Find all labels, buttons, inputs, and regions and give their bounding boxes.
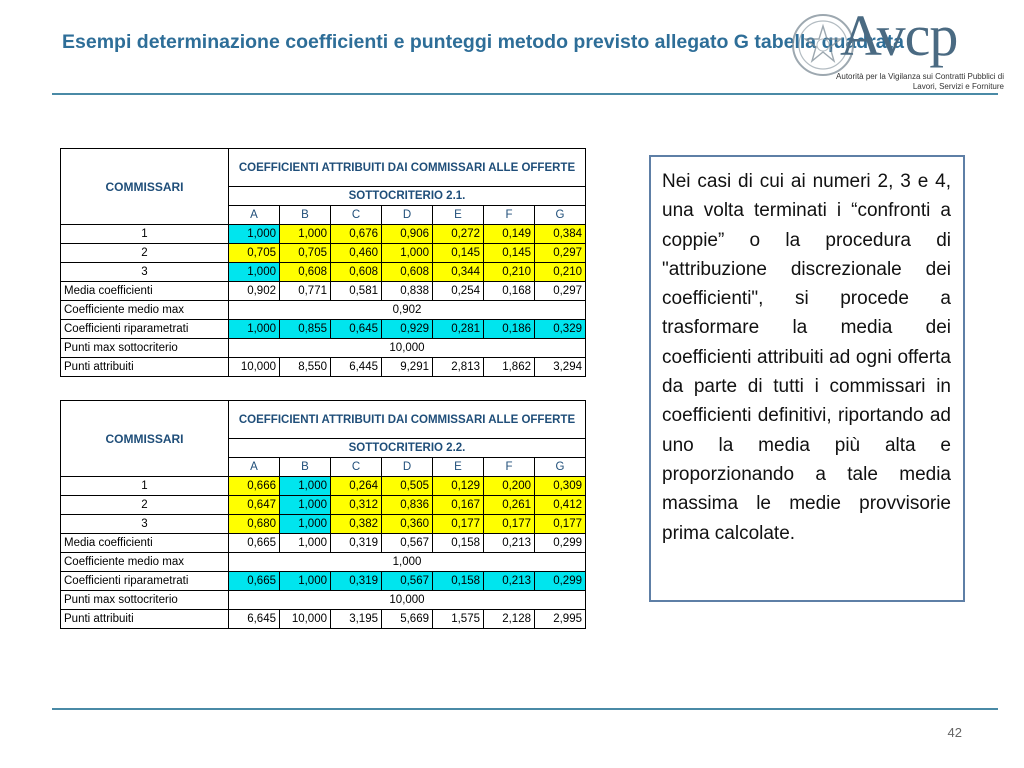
header-divider bbox=[52, 93, 998, 95]
value-cell: 0,567 bbox=[382, 572, 433, 591]
row-label: Punti max sottocriterio bbox=[61, 339, 229, 358]
coefficient-cell: 1,000 bbox=[280, 496, 331, 515]
value-cell: 1,000 bbox=[280, 572, 331, 591]
coefficient-cell: 0,177 bbox=[535, 515, 586, 534]
offer-header: B bbox=[280, 458, 331, 477]
table-row bbox=[61, 610, 586, 629]
coefficient-cell: 0,177 bbox=[433, 515, 484, 534]
offer-header: G bbox=[535, 458, 586, 477]
table-row bbox=[61, 477, 586, 496]
coefficient-cell: 0,210 bbox=[535, 263, 586, 282]
page-number: 42 bbox=[947, 725, 962, 740]
offer-header: C bbox=[331, 206, 382, 225]
value-cell: 0,329 bbox=[535, 320, 586, 339]
commissari-header: COMMISSARI bbox=[61, 149, 229, 225]
table-row bbox=[61, 553, 586, 572]
explanation-note: Nei casi di cui ai numeri 2, 3 e 4, una volta terminati i “confronti a coppie” o la procedura di "attribuzione discrezionale dei coefficienti", si procede a trasformare la media dei coefficienti attribuiti ad ogni offerta da parte di tutti i commissari in coefficienti definitivi, riportando ad uno la media più alta e proporzionando a tale media massima le medie provvisorie prima calcolate. bbox=[649, 155, 965, 602]
offer-header: E bbox=[433, 458, 484, 477]
table-row bbox=[61, 244, 586, 263]
value-cell: 0,299 bbox=[535, 572, 586, 591]
value-cell: 0,281 bbox=[433, 320, 484, 339]
logo-subtitle: Autorità per la Vigilanza sui Contratti Pubblici di Lavori, Servizi e Forniture bbox=[836, 72, 1004, 91]
row-label: Coefficienti riparametrati bbox=[61, 572, 229, 591]
coefficients-table-2-2 bbox=[60, 400, 586, 629]
value-cell: 1,000 bbox=[280, 534, 331, 553]
table-row bbox=[61, 515, 586, 534]
row-label: Punti max sottocriterio bbox=[61, 591, 229, 610]
coefficient-cell: 0,309 bbox=[535, 477, 586, 496]
coefficient-cell: 1,000 bbox=[229, 263, 280, 282]
coefficient-cell: 0,261 bbox=[484, 496, 535, 515]
coefficients-table-2-1 bbox=[60, 148, 586, 377]
value-cell: 0,254 bbox=[433, 282, 484, 301]
offer-header: A bbox=[229, 206, 280, 225]
coefficient-cell: 0,210 bbox=[484, 263, 535, 282]
header-row bbox=[61, 149, 586, 187]
row-label: Media coefficienti bbox=[61, 534, 229, 553]
offer-header: B bbox=[280, 206, 331, 225]
offer-header: F bbox=[484, 458, 535, 477]
value-cell: 6,645 bbox=[229, 610, 280, 629]
coefficient-cell: 0,676 bbox=[331, 225, 382, 244]
subcriterion-header: SOTTOCRITERIO 2.2. bbox=[229, 439, 586, 458]
footer-divider bbox=[52, 708, 998, 710]
table-row bbox=[61, 263, 586, 282]
value-cell: 0,297 bbox=[535, 282, 586, 301]
value-cell: 0,319 bbox=[331, 534, 382, 553]
value-cell: 0,665 bbox=[229, 534, 280, 553]
commissari-header: COMMISSARI bbox=[61, 401, 229, 477]
coefficient-cell: 0,906 bbox=[382, 225, 433, 244]
value-cell: 0,855 bbox=[280, 320, 331, 339]
value-cell: 0,213 bbox=[484, 534, 535, 553]
coefficient-cell: 0,312 bbox=[331, 496, 382, 515]
value-cell: 0,929 bbox=[382, 320, 433, 339]
value-cell: 9,291 bbox=[382, 358, 433, 377]
value-cell: 0,168 bbox=[484, 282, 535, 301]
value-cell: 0,299 bbox=[535, 534, 586, 553]
table-row bbox=[61, 339, 586, 358]
value-cell: 5,669 bbox=[382, 610, 433, 629]
coefficient-cell: 0,505 bbox=[382, 477, 433, 496]
table-row bbox=[61, 534, 586, 553]
row-label: Coefficienti riparametrati bbox=[61, 320, 229, 339]
coefficient-cell: 0,836 bbox=[382, 496, 433, 515]
coefficient-cell: 1,000 bbox=[280, 225, 331, 244]
group-header: COEFFICIENTI ATTRIBUITI DAI COMMISSARI ALLE OFFERTE bbox=[229, 149, 586, 187]
commissioner-id: 2 bbox=[61, 496, 229, 515]
coefficient-cell: 0,177 bbox=[484, 515, 535, 534]
value-cell: 2,995 bbox=[535, 610, 586, 629]
offer-header: D bbox=[382, 458, 433, 477]
coefficient-cell: 0,608 bbox=[382, 263, 433, 282]
value-cell: 3,195 bbox=[331, 610, 382, 629]
value-cell: 0,158 bbox=[433, 572, 484, 591]
row-label: Punti attribuiti bbox=[61, 610, 229, 629]
coefficient-cell: 0,145 bbox=[433, 244, 484, 263]
value-cell: 10,000 bbox=[280, 610, 331, 629]
merged-value-cell: 10,000 bbox=[229, 591, 586, 610]
row-label: Coefficiente medio max bbox=[61, 301, 229, 320]
coefficient-cell: 1,000 bbox=[229, 225, 280, 244]
offer-header: E bbox=[433, 206, 484, 225]
table-row bbox=[61, 225, 586, 244]
merged-value-cell: 1,000 bbox=[229, 553, 586, 572]
table-row bbox=[61, 496, 586, 515]
coefficient-cell: 0,129 bbox=[433, 477, 484, 496]
value-cell: 0,186 bbox=[484, 320, 535, 339]
coefficient-cell: 0,360 bbox=[382, 515, 433, 534]
coefficient-cell: 0,149 bbox=[484, 225, 535, 244]
value-cell: 0,838 bbox=[382, 282, 433, 301]
coefficient-cell: 0,680 bbox=[229, 515, 280, 534]
commissioner-id: 1 bbox=[61, 225, 229, 244]
subcriterion-header: SOTTOCRITERIO 2.1. bbox=[229, 187, 586, 206]
value-cell: 3,294 bbox=[535, 358, 586, 377]
table-row bbox=[61, 282, 586, 301]
coefficient-cell: 0,382 bbox=[331, 515, 382, 534]
commissioner-id: 1 bbox=[61, 477, 229, 496]
offer-header: G bbox=[535, 206, 586, 225]
table-row bbox=[61, 320, 586, 339]
table-row bbox=[61, 301, 586, 320]
value-cell: 1,862 bbox=[484, 358, 535, 377]
coefficient-cell: 0,666 bbox=[229, 477, 280, 496]
logo-brand: Avcp bbox=[840, 3, 958, 68]
value-cell: 6,445 bbox=[331, 358, 382, 377]
coefficient-cell: 0,647 bbox=[229, 496, 280, 515]
value-cell: 0,581 bbox=[331, 282, 382, 301]
value-cell: 10,000 bbox=[229, 358, 280, 377]
coefficient-cell: 0,412 bbox=[535, 496, 586, 515]
group-header: COEFFICIENTI ATTRIBUITI DAI COMMISSARI ALLE OFFERTE bbox=[229, 401, 586, 439]
coefficient-cell: 0,344 bbox=[433, 263, 484, 282]
slide-title: Esempi determinazione coefficienti e punteggi metodo previsto allegato G tabella quadrata bbox=[62, 31, 904, 53]
value-cell: 0,158 bbox=[433, 534, 484, 553]
table-row bbox=[61, 358, 586, 377]
value-cell: 0,902 bbox=[229, 282, 280, 301]
coefficient-cell: 0,167 bbox=[433, 496, 484, 515]
table-row bbox=[61, 591, 586, 610]
value-cell: 1,000 bbox=[229, 320, 280, 339]
coefficient-cell: 0,145 bbox=[484, 244, 535, 263]
value-cell: 2,128 bbox=[484, 610, 535, 629]
merged-value-cell: 10,000 bbox=[229, 339, 586, 358]
coefficient-cell: 0,384 bbox=[535, 225, 586, 244]
coefficient-cell: 1,000 bbox=[382, 244, 433, 263]
value-cell: 0,771 bbox=[280, 282, 331, 301]
table-row bbox=[61, 572, 586, 591]
row-label: Punti attribuiti bbox=[61, 358, 229, 377]
merged-value-cell: 0,902 bbox=[229, 301, 586, 320]
coefficient-cell: 0,200 bbox=[484, 477, 535, 496]
offer-header: F bbox=[484, 206, 535, 225]
value-cell: 0,567 bbox=[382, 534, 433, 553]
value-cell: 8,550 bbox=[280, 358, 331, 377]
value-cell: 2,813 bbox=[433, 358, 484, 377]
coefficient-cell: 0,705 bbox=[229, 244, 280, 263]
coefficient-cell: 1,000 bbox=[280, 515, 331, 534]
coefficient-cell: 0,608 bbox=[331, 263, 382, 282]
coefficient-cell: 0,297 bbox=[535, 244, 586, 263]
coefficient-cell: 0,460 bbox=[331, 244, 382, 263]
value-cell: 0,645 bbox=[331, 320, 382, 339]
value-cell: 0,319 bbox=[331, 572, 382, 591]
coefficient-cell: 0,705 bbox=[280, 244, 331, 263]
commissioner-id: 2 bbox=[61, 244, 229, 263]
offer-header: D bbox=[382, 206, 433, 225]
coefficient-cell: 0,272 bbox=[433, 225, 484, 244]
value-cell: 0,213 bbox=[484, 572, 535, 591]
offer-header: A bbox=[229, 458, 280, 477]
offer-header: C bbox=[331, 458, 382, 477]
value-cell: 1,575 bbox=[433, 610, 484, 629]
coefficient-cell: 0,608 bbox=[280, 263, 331, 282]
coefficient-cell: 0,264 bbox=[331, 477, 382, 496]
coefficient-cell: 1,000 bbox=[280, 477, 331, 496]
avcp-logo bbox=[790, 3, 1010, 92]
row-label: Coefficiente medio max bbox=[61, 553, 229, 572]
row-label: Media coefficienti bbox=[61, 282, 229, 301]
header-row bbox=[61, 401, 586, 439]
value-cell: 0,665 bbox=[229, 572, 280, 591]
commissioner-id: 3 bbox=[61, 515, 229, 534]
commissioner-id: 3 bbox=[61, 263, 229, 282]
